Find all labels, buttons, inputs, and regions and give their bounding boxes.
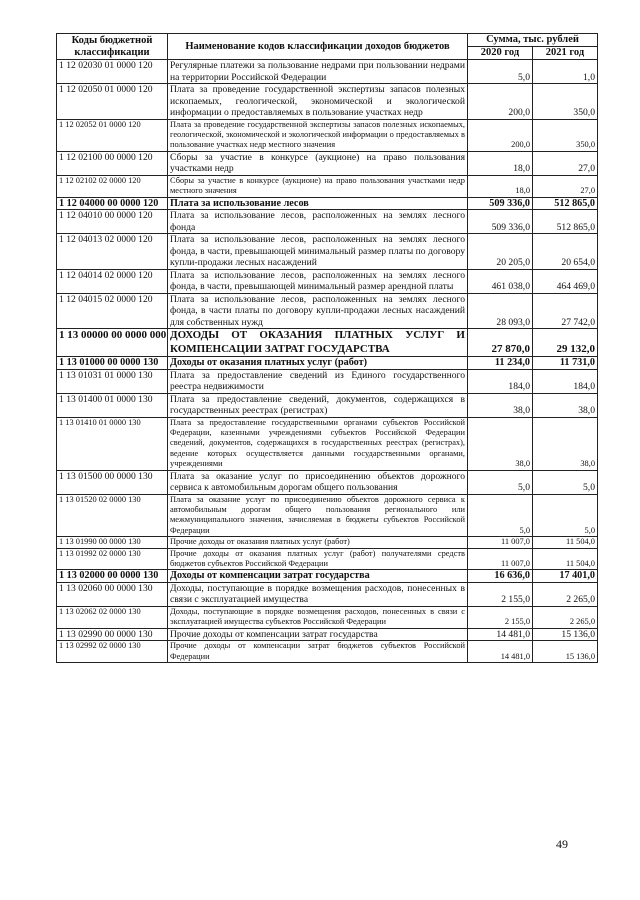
table-row — [57, 494, 598, 537]
table-row — [57, 582, 598, 606]
budget-code-cell: 1 12 02050 01 0000 120 — [57, 84, 168, 120]
table-row — [57, 537, 598, 548]
income-name-cell: Доходы от оказания платных услуг (работ) — [168, 357, 468, 370]
income-name-cell: ДОХОДЫ ОТ ОКАЗАНИЯ ПЛАТНЫХ УСЛУГ И КОМПЕНСАЦИИ ЗАТРАТ ГОСУДАРСТВА — [168, 329, 468, 357]
amount-2021-cell: 350,0 — [533, 119, 598, 151]
amount-2021-cell: 184,0 — [533, 369, 598, 393]
income-name-cell: Плата за предоставление государственными органами субъектов Российской Федерации, казенными учреждениями субъектов Российской Федерации сведений, документов, содержащихся в государственных реестрах (регистрах), ведение которых осуществляется данными государственными органами, учреждениями — [168, 417, 468, 470]
budget-table-page — [56, 33, 597, 663]
amount-2021-cell: 464 469,0 — [533, 269, 598, 293]
table-row — [57, 393, 598, 417]
amount-2020-cell: 5,0 — [468, 494, 533, 537]
amount-2020-cell: 200,0 — [468, 119, 533, 151]
income-name-cell: Плата за использование лесов — [168, 197, 468, 210]
income-name-cell: Плата за проведение государственной экспертизы запасов полезных ископаемых, геологической, экономической и экологической информации о предоставляемых в пользование участках недр — [168, 84, 468, 120]
header-codes: Коды бюджетной классификации — [57, 34, 168, 60]
budget-code-cell: 1 13 01400 01 0000 130 — [57, 393, 168, 417]
amount-2020-cell: 27 870,0 — [468, 329, 533, 357]
amount-2020-cell: 28 093,0 — [468, 293, 533, 329]
table-row — [57, 175, 598, 197]
budget-code-cell: 1 12 04014 02 0000 120 — [57, 269, 168, 293]
amount-2020-cell: 509 336,0 — [468, 210, 533, 234]
budget-code-cell: 1 13 01990 00 0000 130 — [57, 537, 168, 548]
header-sum: Сумма, тыс. рублей — [468, 34, 598, 47]
budget-code-cell: 1 13 01000 00 0000 130 — [57, 357, 168, 370]
budget-code-cell: 1 12 04013 02 0000 120 — [57, 234, 168, 270]
table-row — [57, 60, 598, 84]
budget-code-cell: 1 12 02102 02 0000 120 — [57, 175, 168, 197]
income-name-cell: Плата за использование лесов, расположенных на землях лесного фонда, в части, превышающей минимальный размер арендной платы — [168, 269, 468, 293]
table-row — [57, 84, 598, 120]
budget-code-cell: 1 13 02000 00 0000 130 — [57, 570, 168, 583]
income-name-cell: Регулярные платежи за пользование недрами при пользовании недрами на территории Российской Федерации — [168, 60, 468, 84]
amount-2021-cell: 27,0 — [533, 151, 598, 175]
budget-code-cell: 1 13 02990 00 0000 130 — [57, 628, 168, 641]
header-year-2021: 2021 год — [533, 47, 598, 60]
budget-code-cell: 1 13 01031 01 0000 130 — [57, 369, 168, 393]
amount-2021-cell: 11 504,0 — [533, 548, 598, 570]
table-body — [57, 60, 598, 663]
amount-2020-cell: 11 234,0 — [468, 357, 533, 370]
amount-2020-cell: 38,0 — [468, 393, 533, 417]
amount-2021-cell: 5,0 — [533, 470, 598, 494]
header-name: Наименование кодов классификации доходов бюджетов — [168, 34, 468, 60]
amount-2020-cell: 2 155,0 — [468, 582, 533, 606]
budget-code-cell: 1 13 02060 00 0000 130 — [57, 582, 168, 606]
amount-2021-cell: 29 132,0 — [533, 329, 598, 357]
amount-2020-cell: 2 155,0 — [468, 606, 533, 628]
income-name-cell: Плата за использование лесов, расположенных на землях лесного фонда, в части, превышающей минимальный размер платы по договору купли-продажи лесных насаждений — [168, 234, 468, 270]
budget-code-cell: 1 12 04000 00 0000 120 — [57, 197, 168, 210]
amount-2020-cell: 461 038,0 — [468, 269, 533, 293]
budget-code-cell: 1 13 02062 02 0000 130 — [57, 606, 168, 628]
amount-2021-cell: 20 654,0 — [533, 234, 598, 270]
amount-2021-cell: 1,0 — [533, 60, 598, 84]
amount-2021-cell: 11 731,0 — [533, 357, 598, 370]
amount-2020-cell: 14 481,0 — [468, 628, 533, 641]
amount-2020-cell: 509 336,0 — [468, 197, 533, 210]
table-row — [57, 570, 598, 583]
budget-code-cell: 1 12 04010 00 0000 120 — [57, 210, 168, 234]
amount-2020-cell: 18,0 — [468, 151, 533, 175]
income-name-cell: Плата за использование лесов, расположенных на землях лесного фонда, в части платы по договору купли-продажи лесных насаждений для собственных нужд — [168, 293, 468, 329]
income-name-cell: Доходы, поступающие в порядке возмещения расходов, понесенных в связи с эксплуатацией имущества — [168, 582, 468, 606]
income-name-cell: Плата за использование лесов, расположенных на землях лесного фонда — [168, 210, 468, 234]
header-year-2020: 2020 год — [468, 47, 533, 60]
amount-2021-cell: 17 401,0 — [533, 570, 598, 583]
income-name-cell: Прочие доходы от оказания платных услуг (работ) получателями средств бюджетов субъектов Российской Федерации — [168, 548, 468, 570]
table-row — [57, 628, 598, 641]
table-row — [57, 329, 598, 357]
table-row — [57, 606, 598, 628]
income-name-cell: Доходы от компенсации затрат государства — [168, 570, 468, 583]
table-row — [57, 151, 598, 175]
amount-2020-cell: 14 481,0 — [468, 641, 533, 663]
amount-2020-cell: 16 636,0 — [468, 570, 533, 583]
amount-2021-cell: 512 865,0 — [533, 197, 598, 210]
amount-2020-cell: 11 007,0 — [468, 548, 533, 570]
income-name-cell: Сборы за участие в конкурсе (аукционе) на право пользования участками недр местного значения — [168, 175, 468, 197]
page-number: 49 — [556, 837, 568, 851]
table-row — [57, 470, 598, 494]
income-name-cell: Плата за оказание услуг по присоединению объектов дорожного сервиса к автомобильным дорогам общего пользования регионального или межмуниципального значения, зачисляемая в бюджеты субъектов Российской Федерации — [168, 494, 468, 537]
table-row — [57, 197, 598, 210]
budget-code-cell: 1 13 01410 01 0000 130 — [57, 417, 168, 470]
income-name-cell: Плата за предоставление сведений из Единого государственного реестра недвижимости — [168, 369, 468, 393]
table-row — [57, 269, 598, 293]
amount-2021-cell: 15 136,0 — [533, 641, 598, 663]
table-row — [57, 293, 598, 329]
amount-2021-cell: 350,0 — [533, 84, 598, 120]
table-row — [57, 548, 598, 570]
amount-2020-cell: 11 007,0 — [468, 537, 533, 548]
budget-code-cell: 1 13 01520 02 0000 130 — [57, 494, 168, 537]
income-name-cell: Плата за проведение государственной экспертизы запасов полезных ископаемых, геологической, экономической и экологической информации о предоставляемых в пользование участках недр местного значения — [168, 119, 468, 151]
table-row — [57, 369, 598, 393]
income-name-cell: Плата за оказание услуг по присоединению объектов дорожного сервиса к автомобильным дорогам общего пользования — [168, 470, 468, 494]
budget-revenue-table — [56, 33, 598, 663]
amount-2020-cell: 38,0 — [468, 417, 533, 470]
amount-2021-cell: 5,0 — [533, 494, 598, 537]
amount-2020-cell: 18,0 — [468, 175, 533, 197]
table-row — [57, 641, 598, 663]
table-row — [57, 417, 598, 470]
budget-code-cell: 1 12 04015 02 0000 120 — [57, 293, 168, 329]
income-name-cell: Сборы за участие в конкурсе (аукционе) на право пользования участками недр — [168, 151, 468, 175]
amount-2021-cell: 11 504,0 — [533, 537, 598, 548]
budget-code-cell: 1 12 02052 01 0000 120 — [57, 119, 168, 151]
table-row — [57, 210, 598, 234]
amount-2021-cell: 2 265,0 — [533, 582, 598, 606]
amount-2021-cell: 512 865,0 — [533, 210, 598, 234]
budget-code-cell: 1 13 01500 00 0000 130 — [57, 470, 168, 494]
amount-2020-cell: 5,0 — [468, 470, 533, 494]
budget-code-cell: 1 13 02992 02 0000 130 — [57, 641, 168, 663]
income-name-cell: Плата за предоставление сведений, документов, содержащихся в государственных реестрах (регистрах) — [168, 393, 468, 417]
budget-code-cell: 1 12 02030 01 0000 120 — [57, 60, 168, 84]
income-name-cell: Доходы, поступающие в порядке возмещения расходов, понесенных в связи с эксплуатацией имущества субъектов Российской Федерации — [168, 606, 468, 628]
table-row — [57, 234, 598, 270]
budget-code-cell: 1 12 02100 00 0000 120 — [57, 151, 168, 175]
table-header-row — [57, 34, 598, 47]
amount-2020-cell: 20 205,0 — [468, 234, 533, 270]
amount-2021-cell: 38,0 — [533, 393, 598, 417]
amount-2021-cell: 27,0 — [533, 175, 598, 197]
amount-2021-cell: 38,0 — [533, 417, 598, 470]
amount-2020-cell: 200,0 — [468, 84, 533, 120]
income-name-cell: Прочие доходы от компенсации затрат бюджетов субъектов Российской Федерации — [168, 641, 468, 663]
amount-2020-cell: 5,0 — [468, 60, 533, 84]
amount-2020-cell: 184,0 — [468, 369, 533, 393]
budget-code-cell: 1 13 01992 02 0000 130 — [57, 548, 168, 570]
amount-2021-cell: 27 742,0 — [533, 293, 598, 329]
amount-2021-cell: 2 265,0 — [533, 606, 598, 628]
budget-code-cell: 1 13 00000 00 0000 000 — [57, 329, 168, 357]
table-row — [57, 119, 598, 151]
income-name-cell: Прочие доходы от оказания платных услуг (работ) — [168, 537, 468, 548]
amount-2021-cell: 15 136,0 — [533, 628, 598, 641]
table-row — [57, 357, 598, 370]
income-name-cell: Прочие доходы от компенсации затрат государства — [168, 628, 468, 641]
